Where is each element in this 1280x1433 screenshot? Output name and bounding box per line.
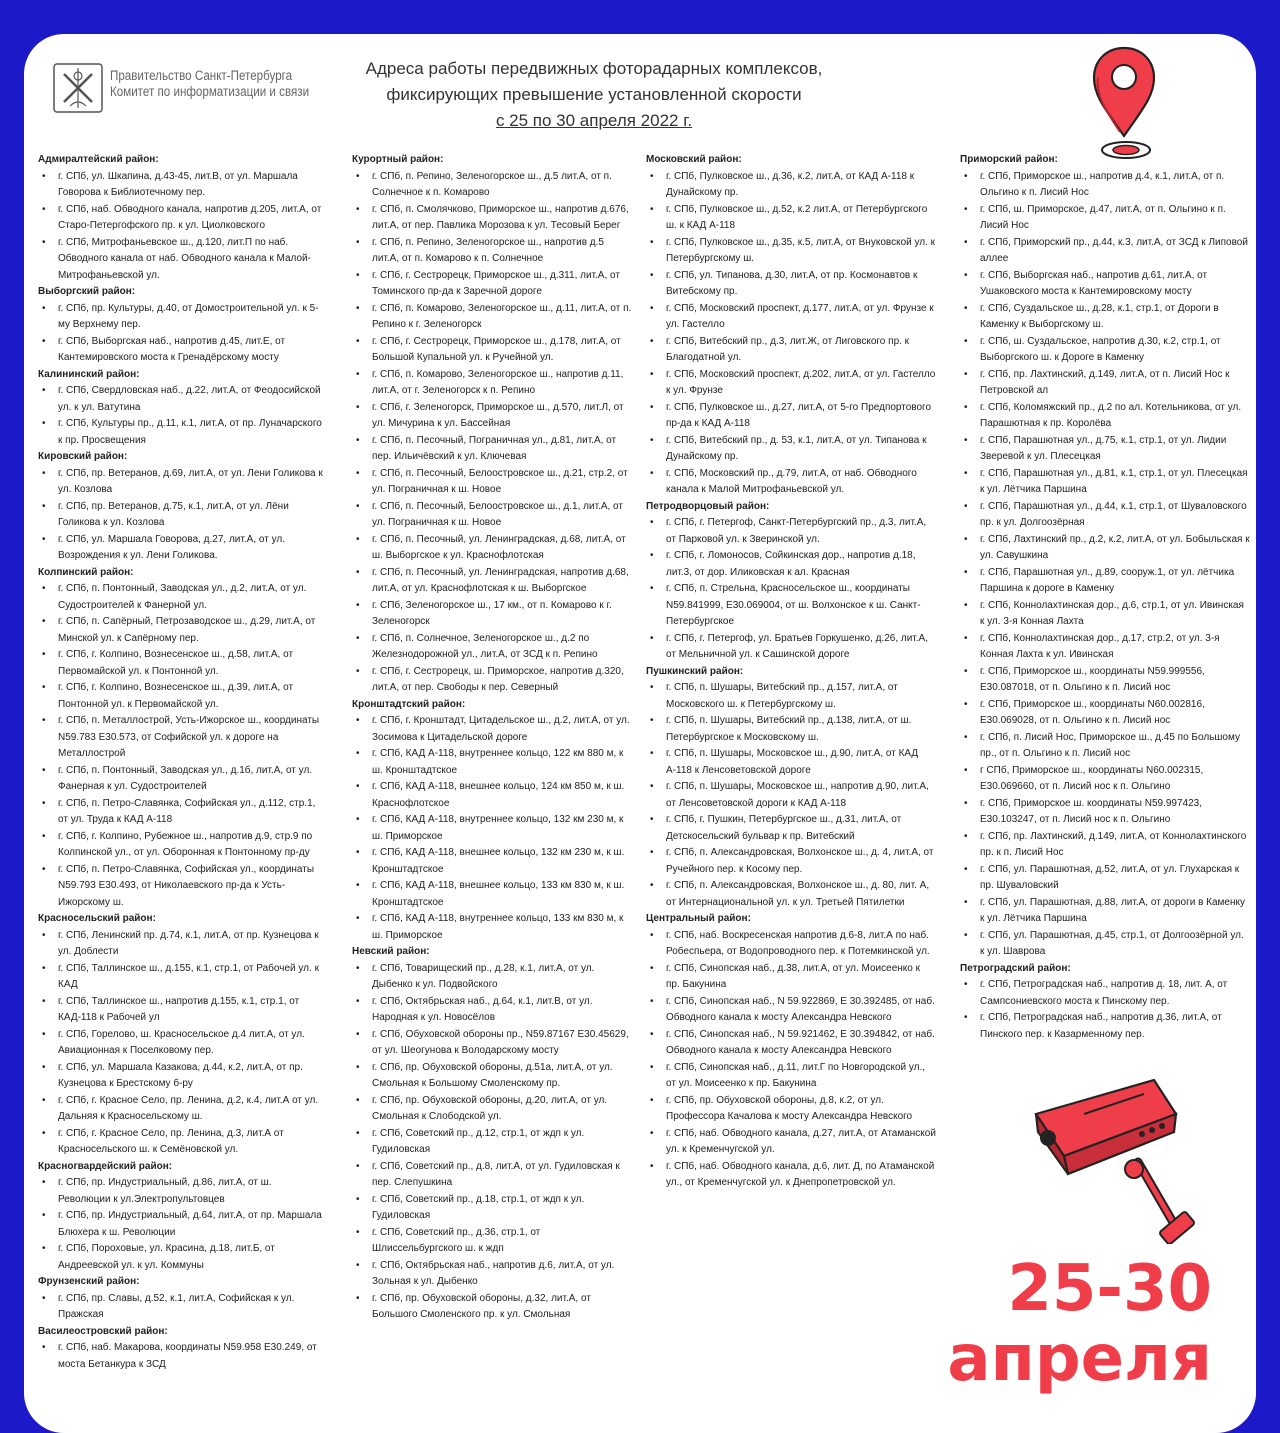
- address-item: • г. СПб, наб. Макарова, координаты N59.958 E30.249, от моста Бетанкура к ЗСД: [38, 1340, 324, 1373]
- address-item: • г. СПб, Советский пр., д.12, стр.1, от ждп к ул. Гудиловская: [352, 1126, 632, 1159]
- address-item: • г. СПб, Октябрьская наб., напротив д.6, лит.А, от ул. Зольная к ул. Дыбенко: [352, 1258, 632, 1291]
- address-item: • г. СПб, Ленинский пр. д.74, к.1, лит.А, от пр. Кузнецова к ул. Доблести: [38, 928, 324, 961]
- address-item: • г. СПб, Парашютная ул., д.89, сооруж.1, от ул. лётчика Паршина к дороге в Каменку: [960, 565, 1250, 598]
- location-pin-icon: [1084, 44, 1164, 162]
- address-item: • г. СПб, п. Сапёрный, Петрозаводское ш., д.29, лит.А, от Минской ул. к Сапёрному пер.: [38, 614, 324, 647]
- address-item: • г. СПб, КАД А-118, внешнее кольцо, 133 км 830 м, к ш. Кронштадтское: [352, 878, 632, 911]
- address-list: [646, 169, 936, 499]
- address-item: • г. СПб, пр. Ветеранов, д.69, лит.А, от ул. Лени Голикова к ул. Козлова: [38, 466, 324, 499]
- address-item: • г. СПб, ул. Шкапина, д.43-45, лит.В, от ул. Маршала Говорова к Библиотечному пер.: [38, 169, 324, 202]
- district-heading: Фрунзенский район:: [38, 1276, 140, 1287]
- address-item: • г. СПб, ш. Суздальское, напротив д.30, к.2, стр.1, от Выборгского ш. к Дороге в Каменку: [960, 334, 1250, 367]
- address-item: • г. СПб, Парашютная ул., д.81, к.1, стр.1, от ул. Плесецкая к ул. Лётчика Паршина: [960, 466, 1250, 499]
- title-line-2: фиксирующих превышение установленной скорости: [386, 85, 802, 104]
- address-item: • г. СПб, п. Солнечное, Зеленогорское ш., д.2 по Железнодорожной ул., лит.А, от ЗСД к п. Репино: [352, 631, 632, 664]
- district-heading: Кировский район:: [38, 451, 128, 462]
- address-item: • г. СПб, Культуры пр., д.11, к.1, лит.А, от пр. Луначарского к пр. Просвещения: [38, 416, 324, 449]
- address-list: [38, 1175, 324, 1274]
- address-item: • г. СПб, п. Понтонный, Заводская ул., д.1б, лит.А, от ул. Фанерная к ул. Судостроителей: [38, 763, 324, 796]
- address-item: • г. СПб, г. Колпино, Вознесенское ш., д.58, лит.А, от Первомайской ул. к Понтонной ул.: [38, 647, 324, 680]
- date-range-label: 25-30: [1007, 1252, 1212, 1326]
- address-item: • г. СПб, п. Александровская, Волхонское ш., д. 80, лит. А, от Интернациональной ул. к ул. Третьей Пятилетки: [646, 878, 936, 911]
- address-item: • г. СПб, наб. Обводного канала, напротив д.205, лит.А, от Старо-Петергофского пр. к ул. Циолковского: [38, 202, 324, 235]
- address-list: [646, 515, 936, 664]
- address-item: • г. СПб, Пулковское ш., д.36, к.2, лит.А, от КАД А-118 к Дунайскому пр.: [646, 169, 936, 202]
- district-heading: Кронштадтский район:: [352, 698, 466, 710]
- address-item: • г. СПб, Парашютная ул., д.44, к.1, стр.1, от Шуваловского пр. к ул. Долгоозёрная: [960, 499, 1250, 532]
- address-item: • г. СПб, Приморский пр., д.44, к.3, лит.А, от ЗСД к Липовой аллее: [960, 235, 1250, 268]
- address-item: • г. СПб, пр. Обуховской обороны, д.8, к.2, от ул. Профессора Качалова к мосту Александра Невского: [646, 1093, 936, 1126]
- address-list: [38, 581, 324, 911]
- title-line-1: Адреса работы передвижных фоторадарных комплексов,: [365, 59, 823, 78]
- address-item: • г. СПб, п. Стрельна, Красносельское ш., координаты N59.841999, E30.069004, от ш. Волхонское к ш. Санкт-Петербургское: [646, 581, 936, 631]
- address-item: • г. СПб, п. Репино, Зеленогорское ш., д.5 лит.А, от п. Солнечное к п. Комарово: [352, 169, 632, 202]
- address-item: • г. СПб, пр. Славы, д.52, к.1, лит.А, Софийская к ул. Пражская: [38, 1291, 324, 1324]
- address-item: • г. СПб, Петроградская наб., напротив д.36, лит.А, от Пинского пер. к Казарменному пер.: [960, 1010, 1250, 1043]
- address-list: [352, 169, 632, 697]
- address-item: • г. СПб, Коннолахтинская дор., д.17, стр.2, от ул. 3-я Конная Лахта к ул. Ивинская: [960, 631, 1250, 664]
- district-heading: Петродворцовый район:: [646, 500, 770, 512]
- address-item: • г. СПб, пр. Ветеранов, д.75, к.1, лит.А, от ул. Лёни Голикова к ул. Козлова: [38, 499, 324, 532]
- address-item: • г. СПб, Зеленогорское ш., 17 км., от п. Комарово к г. Зеленогорск: [352, 598, 632, 631]
- district-heading: Невский район:: [352, 946, 430, 957]
- district-heading: Красногвардейский район:: [38, 1160, 173, 1172]
- address-list: [38, 466, 324, 565]
- address-item: • г. СПб, Синопская наб., д.38, лит.А, от ул. Моисеенко к пр. Бакунина: [646, 961, 936, 994]
- address-item: • г. СПб, наб. Обводного канала, д.27, лит.А, от Атаманской ул. к Кременчугской ул.: [646, 1126, 936, 1159]
- address-item: • г. СПб, п. Репино, Зеленогорское ш., напротив д.5 лит.А, от п. Комарово к п. Солнечное: [352, 235, 632, 268]
- column-4: [960, 152, 1250, 1043]
- address-item: • г. СПб, Пороховые, ул. Красина, д.18, лит.Б, от Андреевской ул. к ул. Коммуны: [38, 1241, 324, 1274]
- column-3: [646, 152, 936, 1192]
- address-list: [38, 383, 324, 449]
- address-item: • г. СПб, г. Сестрорецк, Приморское ш., д.311, лит.А, от Томинского пр-да к Заречной дороге: [352, 268, 632, 301]
- address-item: • г. СПб, КАД А-118, внутреннее кольцо, 133 км 830 м, к ш. Приморское: [352, 911, 632, 944]
- district-heading: Выборгский район:: [38, 286, 136, 297]
- address-item: • г. СПб, Пулковское ш., д.52, к.2 лит.А, от Петербургского ш. к КАД А-118: [646, 202, 936, 235]
- poster-card: [24, 34, 1256, 1433]
- address-item: • г. СПб, г. Ломоносов, Сойкинская дор., напротив д.18, лит.3, от дор. Иликовская к ал. Красная: [646, 548, 936, 581]
- address-item: • г. СПб, п. Песочный, ул. Ленинградская, д.68, лит.А, от ш. Выборгское к ул. Краснофлотская: [352, 532, 632, 565]
- address-item: • г. СПб, пр. Обуховской обороны, д.32, лит.А, от Большого Смоленского пр. к ул. Смольная: [352, 1291, 632, 1324]
- address-item: • г. СПб, Московский проспект, д.202, лит.А, от ул. Гастелло к ул. Фрунзе: [646, 367, 936, 400]
- address-item: • г. СПб, Синопская наб., N 59.921462, E 30.394842, от наб. Обводного канала к мосту Александра Невского: [646, 1027, 936, 1060]
- address-item: • г. СПб, Пулковское ш., д.27, лит.А, от 5-го Предпортового пр-да к КАД А-118: [646, 400, 936, 433]
- address-item: • г. СПб, ул. Парашютная, д.88, лит.А, от дороги в Каменку к ул. Лётчика Паршина: [960, 895, 1250, 928]
- address-item: • г. СПб, п. Петро-Славянка, Софийская ул., д.112, стр.1, от ул. Труда к КАД А-118: [38, 796, 324, 829]
- address-item: • г. СПб, п. Песочный, ул. Ленинградская, напротив д.68, лит.А, от ул. Краснофлотская к ш. Выборгское: [352, 565, 632, 598]
- address-item: • г. СПб, Коннолахтинская дор., д.6, стр.1, от ул. Ивинская к ул. 3-я Конная Лахта: [960, 598, 1250, 631]
- address-item: • г. СПб, Митрофаньевское ш., д.120, лит.П по наб. Обводного канала от наб. Обводного канала к Малой-Митрофаньевской ул.: [38, 235, 324, 285]
- address-item: • г. СПб, п. Шушары, Московское ш., д.90, лит.А, от КАД А-118 к Ленсоветовской дороге: [646, 746, 936, 779]
- address-item: • г. СПб, Коломяжский пр., д.2 по ал. Котельникова, от ул. Парашютная к пр. Королёва: [960, 400, 1250, 433]
- address-item: • г. СПб, КАД А-118, внешнее кольцо, 132 км 230 м, к ш. Кронштадтское: [352, 845, 632, 878]
- address-item: • г. СПб, Витебский пр., д.3, лит.Ж, от Лиговского пр. к Благодатной ул.: [646, 334, 936, 367]
- address-item: • г. СПб, п. Смолячково, Приморское ш., напротив д.676, лит.А, от пер. Павлика Морозова к ул. Тесовый Берег: [352, 202, 632, 235]
- address-item: • г. СПб, наб. Воскресенская напротив д.6-8, лит.А по наб. Робеспьера, от Водопроводного пер. к Потемкинской ул.: [646, 928, 936, 961]
- district-heading: Адмиралтейский район:: [38, 154, 159, 165]
- address-list: [960, 977, 1250, 1043]
- address-item: • г. СПб, пр. Лахтинский, д.149, лит.А, от п. Лисий Нос к Петровской ал: [960, 367, 1250, 400]
- address-item: • г. СПб, Горелово, ш. Красносельское д.4 лит.А, от ул. Авиационная к Поселковому пер.: [38, 1027, 324, 1060]
- address-item: • г. СПб, п. Понтонный, Заводская ул., д.2, лит.А, от ул. Судостроителей к Фанерной ул.: [38, 581, 324, 614]
- address-list: [646, 680, 936, 911]
- district-heading: Московский район:: [646, 154, 742, 165]
- address-item: • г. СПб, Синопская наб., д.11, лит.Г по Новгородской ул., от ул. Моисеенко к пр. Бакунина: [646, 1060, 936, 1093]
- address-item: • г. СПб, п. Металлострой, Усть-Ижорское ш., координаты N59.783 E30.573, от Софийской ул. к дороге на Металлострой: [38, 713, 324, 763]
- address-item: • г. СПб, г. Пушкин, Петербургское ш., д.31, лит.А, от Детскосельский бульвар к пр. Витебский: [646, 812, 936, 845]
- address-item: • г. СПб, г. Колпино, Вознесенское ш., д.39, лит.А, от Понтонной ул. к Первомайской ул.: [38, 680, 324, 713]
- column-1: [38, 152, 324, 1373]
- address-item: • г. СПб, КАД А-118, внутреннее кольцо, 122 км 880 м, к ш. Кронштадтское: [352, 746, 632, 779]
- district-heading: Василеостровский район:: [38, 1325, 168, 1337]
- address-item: • г. СПб, ш. Приморское, д.47, лит.А, от п. Ольгино к п. Лисий Нос: [960, 202, 1250, 235]
- address-item: • г. СПб, Выборгская наб., напротив д.45, лит.Е, от Кантемировского моста к Гренадёрскому мосту: [38, 334, 324, 367]
- address-item: • г. СПб, п. Комарово, Зеленогорское ш., напротив д.11, лит.А, от г. Зеленогорск к п. Репино: [352, 367, 632, 400]
- address-item: • г. СПб, г. Петергоф, Санкт-Петербургский пр., д.3, лит.А, от Парковой ул. к Зверинской ул.: [646, 515, 936, 548]
- address-item: • г. СПб, пр. Культуры, д.40, от Домостроительной ул. к 5-му Верхнему пер.: [38, 301, 324, 334]
- address-item: • г. СПб, п. Шушары, Московское ш., напротив д.90, лит.А, от Ленсоветовской дороги к КАД А-118: [646, 779, 936, 812]
- address-list: [646, 928, 936, 1192]
- address-list: [352, 713, 632, 944]
- traffic-camera-icon: [1024, 1074, 1224, 1244]
- address-list: [38, 169, 324, 285]
- address-item: • г. СПб, п. Комарово, Зеленогорское ш., д.11, лит.А, от п. Репино к г. Зеленогорск: [352, 301, 632, 334]
- address-item: • г. СПб, Обуховской обороны пр., N59.87167 E30.45629, от ул. Шеогунова к Володарскому мосту: [352, 1027, 632, 1060]
- government-logo: [52, 62, 342, 116]
- address-item: • г. СПб, п. Александровская, Волхонское ш., д. 4, лит.А, от Ручейного пер. к Косому пер.: [646, 845, 936, 878]
- address-item: • г. СПб, Свердловская наб., д.22, лит.А, от Феодосийской ул. к ул. Ватутина: [38, 383, 324, 416]
- address-item: • г. СПб, Синопская наб., N 59.922869, E 30.392485, от наб. Обводного канала к мосту Александра Невского: [646, 994, 936, 1027]
- logo-line-government: Правительство Санкт-Петербурга: [110, 68, 293, 83]
- address-item: • г. СПб, Витебский пр., д. 53, к.1, лит.А, от ул. Типанова к Дунайскому пр.: [646, 433, 936, 466]
- address-item: • г. СПб, пр. Индустриальный, д.86, лит.А, от ш. Революции к ул.Электропультовцев: [38, 1175, 324, 1208]
- address-item: • г. СПб, г. Красное Село, пр. Ленина, д.3, лит.А от Красносельского ш. к Семёновской ул.: [38, 1126, 324, 1159]
- address-list: [352, 961, 632, 1324]
- district-heading: Красносельский район:: [38, 913, 156, 924]
- address-item: • г. СПб, Советский пр., д.18, стр.1, от ждп к ул. Гудиловская: [352, 1192, 632, 1225]
- address-item: • г. СПб, ул. Парашютная, д.45, стр.1, от Долгоозёрной ул. к ул. Шаврова: [960, 928, 1250, 961]
- address-item: • г. СПб, ул. Маршала Говорова, д.27, лит.А, от ул. Возрождения к ул. Лени Голикова.: [38, 532, 324, 565]
- address-item: • г. СПб, Советский пр., д.8, лит.А, от ул. Гудиловская к пер. Слепушкина: [352, 1159, 632, 1192]
- district-heading: Калининский район:: [38, 368, 140, 380]
- address-item: • г. СПб, ул. Маршала Казакова, д.44, к.2, лит.А, от пр. Кузнецова к Брестскому б-ру: [38, 1060, 324, 1093]
- logo-line-committee: Комитет по информатизации и связи: [110, 84, 310, 99]
- district-heading: Петроградский район:: [960, 962, 1071, 974]
- address-item: • г. СПб, Московский пр., д.79, лит.А, от наб. Обводного канала к Малой Митрофаньевской ул.: [646, 466, 936, 499]
- address-item: • г. СПб, Таллинское ш., напротив д.155, к.1, стр.1, от КАД-118 к Рабочей ул: [38, 994, 324, 1027]
- address-item: • г. СПб, КАД А-118, внешнее кольцо, 124 км 850 м, к ш. Краснофлотское: [352, 779, 632, 812]
- address-item: • г. СПб, пр. Обуховской обороны, д.20, лит.А, от ул. Смольная к Слободской ул.: [352, 1093, 632, 1126]
- address-item: • г. СПб, г. Сестрорецк, ш. Приморское, напротив д.320, лит.А, от пер. Свободы к пер. Северный: [352, 664, 632, 697]
- address-item: • г. СПб, Приморское ш., координаты N59.999556, E30.087018, от п. Ольгино к п. Лисий нос: [960, 664, 1250, 697]
- address-item: • г. СПб, пр. Лахтинский, д.149, лит.А, от Коннолахтинского пр. к п. Лисий Нос: [960, 829, 1250, 862]
- address-item: • г. СПб, Московский проспект, д.177, лит.А, от ул. Фрунзе к ул. Гастелло: [646, 301, 936, 334]
- address-item: • г. СПб, п. Лисий Нос, Приморское ш., д.45 по Большому пр., от п. Ольгино к п. Лисий нос: [960, 730, 1250, 763]
- address-item: • г. СПб, Лахтинский пр., д.2, к.2, лит.А, от ул. Бобыльская к ул. Савушкина: [960, 532, 1250, 565]
- coat-of-arms-icon: [52, 62, 104, 114]
- address-item: • г. СПб, г. Петергоф, ул. Братьев Горкушенко, д.26, лит.А, от Мельничной ул. к Сашинской дороге: [646, 631, 936, 664]
- title-date-range: с 25 по 30 апреля 2022 г.: [495, 111, 693, 130]
- address-list: [960, 169, 1250, 961]
- address-item: • г. СПб, Советский пр., д.36, стр.1, от Шлиссельбургского ш. к ждп: [352, 1225, 632, 1258]
- address-item: • г. СПб, ул. Типанова, д.30, лит.А, от пр. Космонавтов к Витебскому пр.: [646, 268, 936, 301]
- address-item: • г. СПб, Приморское ш., координаты N60.002816, E30.069028, от п. Ольгино к п. Лисий нос: [960, 697, 1250, 730]
- address-item: • г. СПб, Пулковское ш., д.35, к.5, лит.А, от Внуковской ул. к Петербургскому ш.: [646, 235, 936, 268]
- address-item: • г. СПб, Выборгская наб., напротив д.61, лит.А, от Ушаковского моста к Кантемировскому мосту: [960, 268, 1250, 301]
- district-heading: Курортный район:: [352, 154, 444, 165]
- address-item: • г. СПб, пр. Обуховской обороны, д.51а, лит.А, от ул. Смольная к Большому Смоленскому пр.: [352, 1060, 632, 1093]
- column-2: [352, 152, 632, 1324]
- address-list: [38, 928, 324, 1159]
- address-list: [38, 1340, 324, 1373]
- address-item: • г. СПб, Таллинское ш., д.155, к.1, стр.1, от Рабочей ул. к КАД: [38, 961, 324, 994]
- address-item: • г. СПб, п. Петро-Славянка, Софийская ул., координаты N59.793 E30.493, от Николаевского пр-да к Усть-Ижорскому ш.: [38, 862, 324, 912]
- address-item: • г. СПб, г. Кронштадт, Цитадельское ш., д.2, лит.А, от ул. Зосимова к Цитадельской дороге: [352, 713, 632, 746]
- district-heading: Пушкинский район:: [646, 665, 744, 677]
- address-item: • г. СПб, Парашютная ул., д.75, к.1, стр.1, от ул. Лидии Зверевой к ул. Плесецкая: [960, 433, 1250, 466]
- district-heading: Колпинский район:: [38, 566, 134, 578]
- address-item: • г. СПб, Товарищеский пр., д.28, к.1, лит.А, от ул. Дыбенко к ул. Подвойского: [352, 961, 632, 994]
- address-item: • г. СПб, Петроградская наб., напротив д. 18, лит. А, от Сампсониевского моста к Пинскому пер.: [960, 977, 1250, 1010]
- address-item: • г. СПб, Октябрьская наб., д.64, к.1, лит.В, от ул. Народная к ул. Новосёлов: [352, 994, 632, 1027]
- address-item: • г. СПб, наб. Обводного канала, д.6, лит. Д, по Атаманской ул., от Кременчугской ул. к Днепропетровской ул.: [646, 1159, 936, 1192]
- month-label: апреля: [947, 1322, 1212, 1396]
- address-item: • г. СПб, г. Красное Село, пр. Ленина, д.2, к.4, лит.А от ул. Дальняя к Красносельскому ш.: [38, 1093, 324, 1126]
- address-list: [38, 301, 324, 367]
- address-item: • г. СПб, КАД А-118, внутреннее кольцо, 132 км 230 м, к ш. Приморское: [352, 812, 632, 845]
- address-item: • г. СПб, г. Сестрорецк, Приморское ш., д.178, лит.А, от Большой Купальной ул. к Ручейной ул.: [352, 334, 632, 367]
- address-item: • г. СПб, п. Шушары, Витебский пр., д.138, лит.А, от ш. Петербургское к Московскому ш.: [646, 713, 936, 746]
- district-heading: Приморский район:: [960, 154, 1058, 165]
- address-item: • г. СПб, Приморское ш. координаты N59.997423, E30.103247, от п. Лисий нос к п. Ольгино: [960, 796, 1250, 829]
- page-title: [334, 56, 854, 134]
- address-item: • г. СПб, г. Зеленогорск, Приморское ш., д.570, лит.Л, от ул. Мичурина к ул. Бассейная: [352, 400, 632, 433]
- address-item: • г СПб, Приморское ш., координаты N60.002315, E30.069660, от п. Лисий нос к п. Ольгино: [960, 763, 1250, 796]
- address-item: • г. СПб, Суздальское ш., д.28, к.1, стр.1, от Дороги в Каменку к Выборгскому ш.: [960, 301, 1250, 334]
- address-item: • г. СПб, п. Песочный, Пограничная ул., д.81, лит.А, от пер. Ильичёвский к ул. Ключевая: [352, 433, 632, 466]
- address-list: [38, 1291, 324, 1324]
- address-item: • г. СПб, ул. Парашютная, д.52, лит.А, от ул. Глухарская к пр. Шуваловский: [960, 862, 1250, 895]
- address-item: • г. СПб, п. Шушары, Витебский пр., д.157, лит.А, от Московского ш. к Петербургскому ш.: [646, 680, 936, 713]
- district-heading: Центральный район:: [646, 913, 751, 924]
- address-item: • г. СПб, п. Песочный, Белоостровское ш., д.21, стр.2, от ул. Пограничная к ш. Новое: [352, 466, 632, 499]
- address-item: • г. СПб, Приморское ш., напротив д.4, к.1, лит.А, от п. Ольгино к п. Лисий Нос: [960, 169, 1250, 202]
- address-item: • г. СПб, п. Песочный, Белоостровское ш., д.1, лит.А, от ул. Пограничная к ш. Новое: [352, 499, 632, 532]
- address-item: • г. СПб, г. Колпино, Рубежное ш., напротив д.9, стр.9 по Колпинской ул., от ул. Оборонная к Понтонному пр-ду: [38, 829, 324, 862]
- address-item: • г. СПб, пр. Индустриальный, д.64, лит.А, от пр. Маршала Блюхера к ш. Революции: [38, 1208, 324, 1241]
